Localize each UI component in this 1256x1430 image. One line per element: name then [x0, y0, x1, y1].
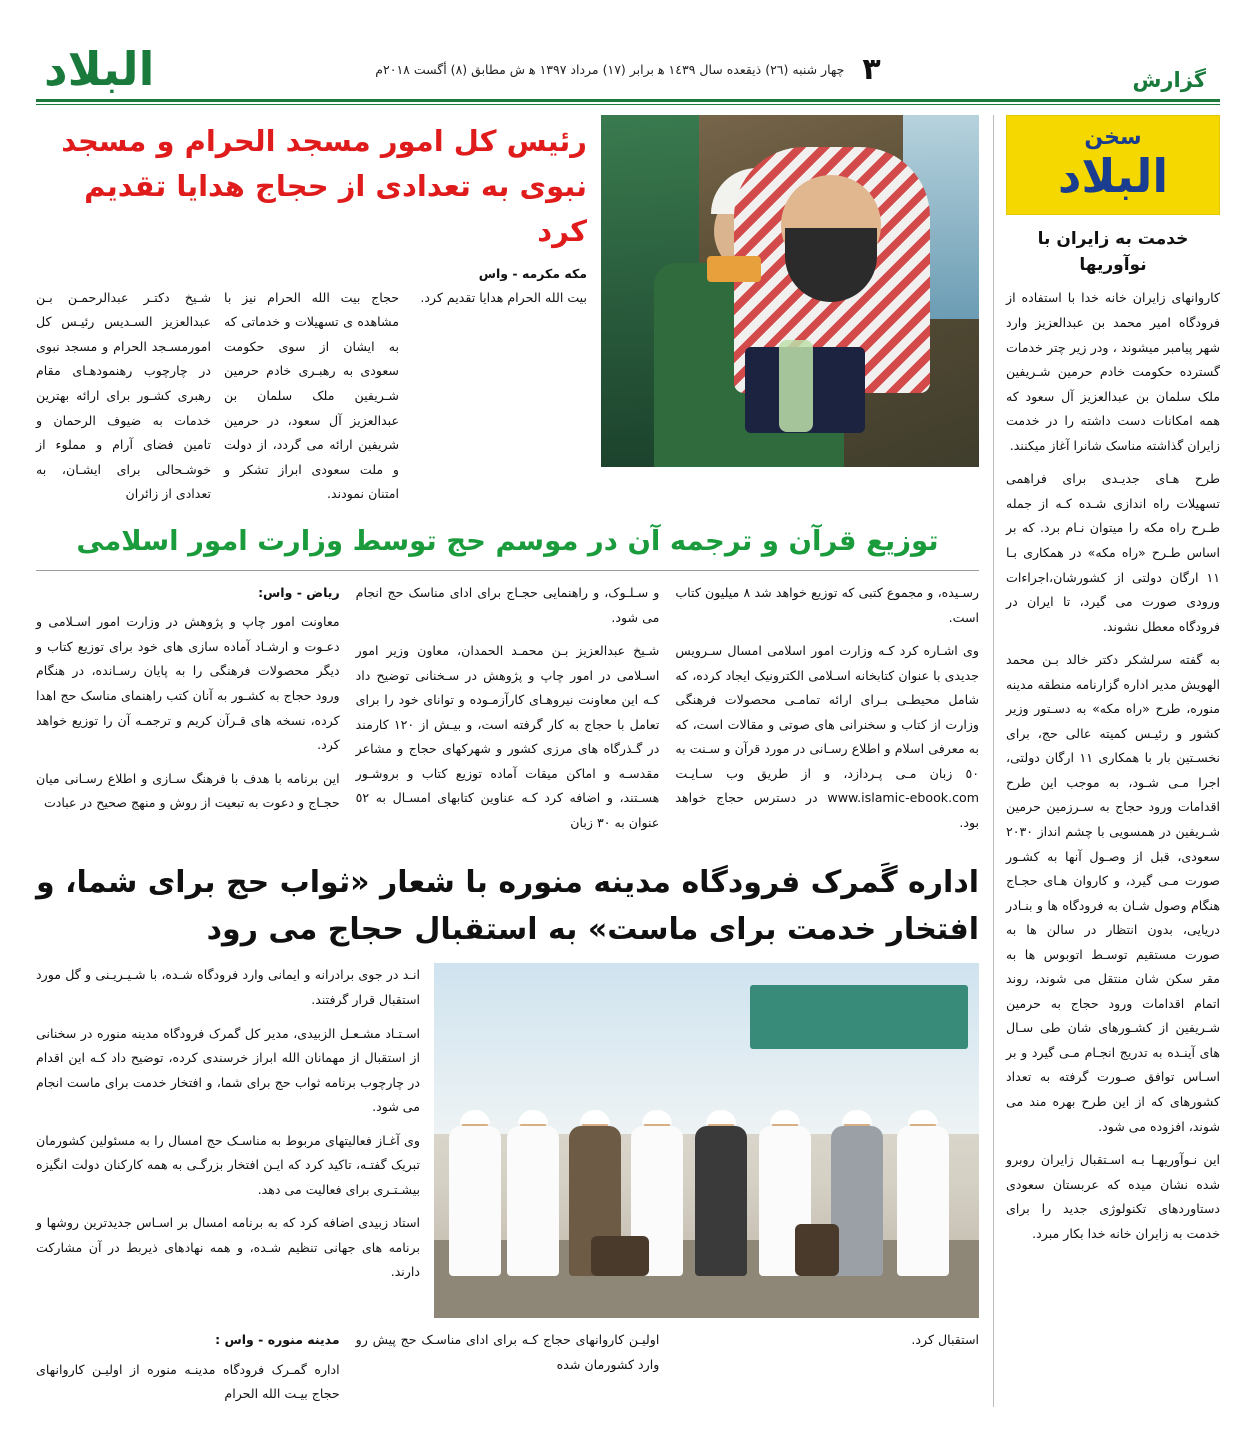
- article-1: [36, 115, 979, 507]
- sidebar-opinion-column: [993, 115, 1220, 1407]
- article-2-columns: [36, 581, 979, 844]
- article-3-headline: اداره گَمرک فرودگاه مدینه منوره با شعار «ثواب حج برای شما، و افتخار خدمت برای ماست» به استقبال حجاج می رود: [35, 865, 979, 947]
- article-2-paragraph: این برنامه با هدف با فرهنگ سـازی و اطلاع رسـانی میان حجـاج و دعوت به تبعیت از روش و منهج صحیح در عبادت: [35, 770, 340, 811]
- photo-backpack: [795, 1224, 839, 1276]
- issue-date: چهار شنبه (٢٦) ذیقعده سال ١٤٣٩ ه‍ برابر (١٧) مرداد ١٣٩٧ ه‍ ش مطابق (٨) أگست ٢٠١٨م: [375, 62, 845, 77]
- article-3-paragraph: استاد زبیدی اضافه کرد که به برنامه امسال بر اسـاس جدیدترین روشها و برنامه های جهانی تنظیم شـده، و همه نهادهای ذیربط در آن مشارکت دارند.: [36, 1215, 420, 1280]
- opinion-paragraph: این نـوآوریهـا بـه اسـتقبال زایران روبرو شده نشان میده که عربستان سعودی دستاوردهای تکنولوژی جدید را برای خدمت به زایران خانه خدا بکار مبرد.: [1006, 1152, 1220, 1241]
- article-3-bottom-left: استقبال کرد.: [911, 1332, 979, 1348]
- opinion-paragraph: طرح هـای جدیـدی برای فراهمی تسهیلات راه اندازی شـده کـه از جمله طـرح راه مکه را میتوان نـام برد. که بر اساس طـرح «راه مکه» در همکاری بـا ١١ ارگان دولتی از کشورشان،اجراءات ورودی صورت می گیرد، تا ایران در فرودگاه معطل نشوند.: [1006, 471, 1220, 634]
- section-label: گزارش: [1132, 68, 1206, 92]
- newspaper-logo: البلاد: [44, 42, 155, 96]
- article-1-photo: [601, 115, 979, 467]
- opinion-body: [1006, 286, 1220, 1246]
- opinion-box-big-title: البلاد: [1057, 149, 1169, 204]
- photo-badge: [707, 256, 761, 282]
- article-3-bottom-right-text: اداره گمـرک فرودگاه مدینـه منوره از اولیـن کاروانهای حجاج بیـت الله الحرام: [35, 1361, 340, 1402]
- masthead: [36, 0, 1220, 96]
- article-2-byline: ریاض - واس:: [258, 584, 340, 600]
- article-3-bottom-right: [36, 1328, 340, 1406]
- article-3-byline: مدینه منوره - واس :: [215, 1332, 340, 1348]
- page-number: ٣: [862, 52, 881, 87]
- photo-luggage: [591, 1236, 649, 1276]
- main-content: [36, 115, 993, 1407]
- article-1-byline: مکه مکرمه - واس: [478, 265, 587, 281]
- article-3-paragraph: اسـتـاد مشـعـل الزبیدی، مدیر کل گمرک فرودگاه مدینه منوره در سخنانی از استقبال از مهمانان الله ابراز خرسندی کرده، توضیح داد کـه این اقدام در چارچوب برنامه ثواب حج برای شما، و افتخار خدمت برای ماست انجام می شود.: [36, 1025, 420, 1115]
- article-3-paragraph: وی آغـاز فعالیتهای مربوط به مناسـک حج امسال را به مسئولین کشورمان تبریک گفتـه، تاکید کرد که ایـن افتخار بزرگـی به همه کارکنان دولت انگیزه بیشـتـری برای فعالیت می دهد.: [36, 1132, 420, 1197]
- opinion-paragraph: به گفته سرلشکر دکتر خالد بـن محمد الهویش مدیر اداره گزارنامه منطقه مدینه منوره، طرح «راه مکه» به دسـتور وزیر کشور و رئیـس کمیته عالی حج، برای نخسـتین بار با همکاری ١١ ارگان دولتی، اجرا مـی شـود، به موجب این طرح اقدامات ورود حجاج به سـرزمین حرمین شـریفین در همسویی با چشم انداز ٢٠٣٠ سعودی، قبل از وصـول آنها به کشـور صورت مـی گیرد، و کاروان هـای حجـاج هنگام وصول شـان به فرودگاه ها و بنـادر دریایی، بدون انتظار در سالن ها به صورت مستقیم توسـط اتوبوس ها به مقر سکن شان منتقل می شوند، روند اتمام اقدامات ورود حجاج به حرمین شـریفین از کشـورهای شان طی سـال های آینـده به تدریج انجـام مـی گیرد و بر اسـاس توافق صـورت گرفته به تعداد کشورهای که از این طرح بهره مند می شوند، افزوده می شود.: [1006, 652, 1220, 1134]
- article-3-body: [36, 963, 979, 1318]
- photo-person: [507, 1114, 559, 1276]
- article-2-col-left: [675, 581, 979, 844]
- article-3-photo: [434, 963, 979, 1318]
- article-2-paragraph: و سـلـوک، و راهنمایی حجـاج برای ادای مناسک حج انجام می شود.: [355, 584, 660, 625]
- opinion-box-small-title: سخن: [1084, 125, 1142, 150]
- page-body: [36, 115, 1220, 1407]
- article-2-paragraph: معاونت امور چاپ و پژوهش در وزارت امور اسـلامی و دعـوت و ارشـاد آماده سازی های خود برای توزیع کتاب و دیگر محصولات فرهنگی را به پایان رسـانده، در هنگام ورود حجاج به کشـور به آنان کتب راهنمای مناسک حج اهدا کرده، نسخه های قـرآن کریم و ترجمـه آن را توزیع خواهد کرد.: [35, 614, 340, 753]
- photo-water-bottle: [779, 340, 813, 432]
- article-1-text-block: [36, 115, 587, 507]
- article-2-paragraph: رسـیده، و مجموع کتبی که توزیع خواهد شد ٨ میلیون کتاب است.: [675, 584, 979, 625]
- article-2-headline: توزیع قرآن و ترجمه آن در موسم حج توسط وزارت امور اسلامی: [76, 524, 939, 557]
- article-2-paragraph: وی اشـاره کرد کـه وزارت امور اسلامی امسال سـرویس جدیدی با عنوان کتابخانه اسـلامی الکترونیک ایجاد کرده، که شامل محیطـی بـرای ارائه تمامـی محصولات فرهنگی وزارت از کتاب و سخنرانی های صوتی و مقالات است، که به معرفی اسلام و اطلاع رسـانی در مورد قرآن و سـنت به ٥٠ زبان مـی پـردازد، و از طریق وب سـایـت www.islamic-ebook.com در دسترس حجاج خواهد بود.: [675, 643, 979, 830]
- masthead-rule: [36, 99, 1220, 102]
- article-2: [36, 521, 979, 845]
- article-2-col-mid: [356, 581, 660, 844]
- article-2-divider: [36, 570, 979, 571]
- article-1-columns: [36, 286, 587, 507]
- photo-person: [449, 1114, 501, 1276]
- article-2-col-right: [36, 581, 340, 844]
- opinion-masthead-box: [1006, 115, 1220, 215]
- issue-line: [375, 52, 880, 87]
- opinion-paragraph: کاروانهای زایران خانه خدا با استفاده از فرودگاه امیر محمد بن عبدالعزیز وارد شهر پیامبر میشوند ، ودر زیر چتر خدمات گسترده حکومت خادم حرمین شـریفین ملک سلمان بن عبدالعزیز آل سعود که همه امکانات دست داشته را در خدمت زایران گذاشته مناسک شانرا آغاز میکنند.: [1006, 290, 1220, 453]
- photo-person: [695, 1114, 747, 1276]
- opinion-title: خدمت به زایران با نوآوریها: [1037, 229, 1189, 275]
- article-3: [36, 860, 979, 1406]
- article-3-paragraph: انـد در جوی برادرانه و ایمانی وارد فرودگاه شـده، با شـیـریـنی و گل مورد استقبال قرار گرفتند.: [36, 967, 420, 1007]
- article-1-headline: رئیس کل امور مسجد الحرام و مسجد نبوی به تعدادی از حجاج هدایا تقدیم کرد: [61, 124, 587, 248]
- article-1-col-right: شـیخ دکتـر عبدالرحمـن بـن عبدالعزیز السـدیس رئیـس کل امورمسـجد الحرام و مسجد نبوی در چارچوب رهنمودهـای مقام رهبری کشـور برای ارائه بهترین خدمات به ضیوف الرحمان و تامین فضای آرام و مملوء از خوشـحالی برای ایشـان، به تعدادی از زائران: [36, 289, 211, 502]
- photo-person: [897, 1114, 949, 1276]
- article-1-col-left: بیت الله الحرام هدایا تقدیم کرد.: [420, 289, 587, 305]
- photo-welcome-banner: [750, 985, 968, 1049]
- article-3-text-column: [36, 963, 420, 1318]
- article-1-col-mid: حجاج بیت الله الحرام نیز با مشاهده ی تسهیلات و خدماتی که به ایشان از سوی حکومت سعودی به رهبـری خادم حرمین شـریفین ملک سلمان بن عبدالعزیز آل سعود، در حرمین شریفین ارائه می گردد، از دولت و ملت سعودی ابراز تشکر و امتنان نمودند.: [224, 289, 399, 502]
- article-3-bottom-columns: [36, 1328, 979, 1406]
- article-3-bottom-mid: اولیـن کاروانهای حجاج کـه برای ادای مناسـک حج پیش رو وارد کشورمان شده: [355, 1332, 660, 1372]
- article-2-paragraph: شـیخ عبدالعزیز بـن محمـد الحمدان، معاون وزیر امور اسـلامی در امور چاپ و پژوهش در سـخنانی توضیح داد کـه این معاونت نیروهـای کارآزمـوده و توانای خود را برای تعامل با حجاج به کار گرفته است، و بیـش از ١٢٠ کارمند در گـذرگاه های مرزی کشور و شهرکهای حجاج و مشاعر مقدسـه و اماکن میقات آماده توزیع کتاب و بروشـور هسـتند، و اضافه کرد کـه عناوین کتابهای امسـال به ٥٢ عنوان به ٣٠ زبان: [355, 643, 660, 830]
- masthead-rule-thin: [36, 104, 1220, 105]
